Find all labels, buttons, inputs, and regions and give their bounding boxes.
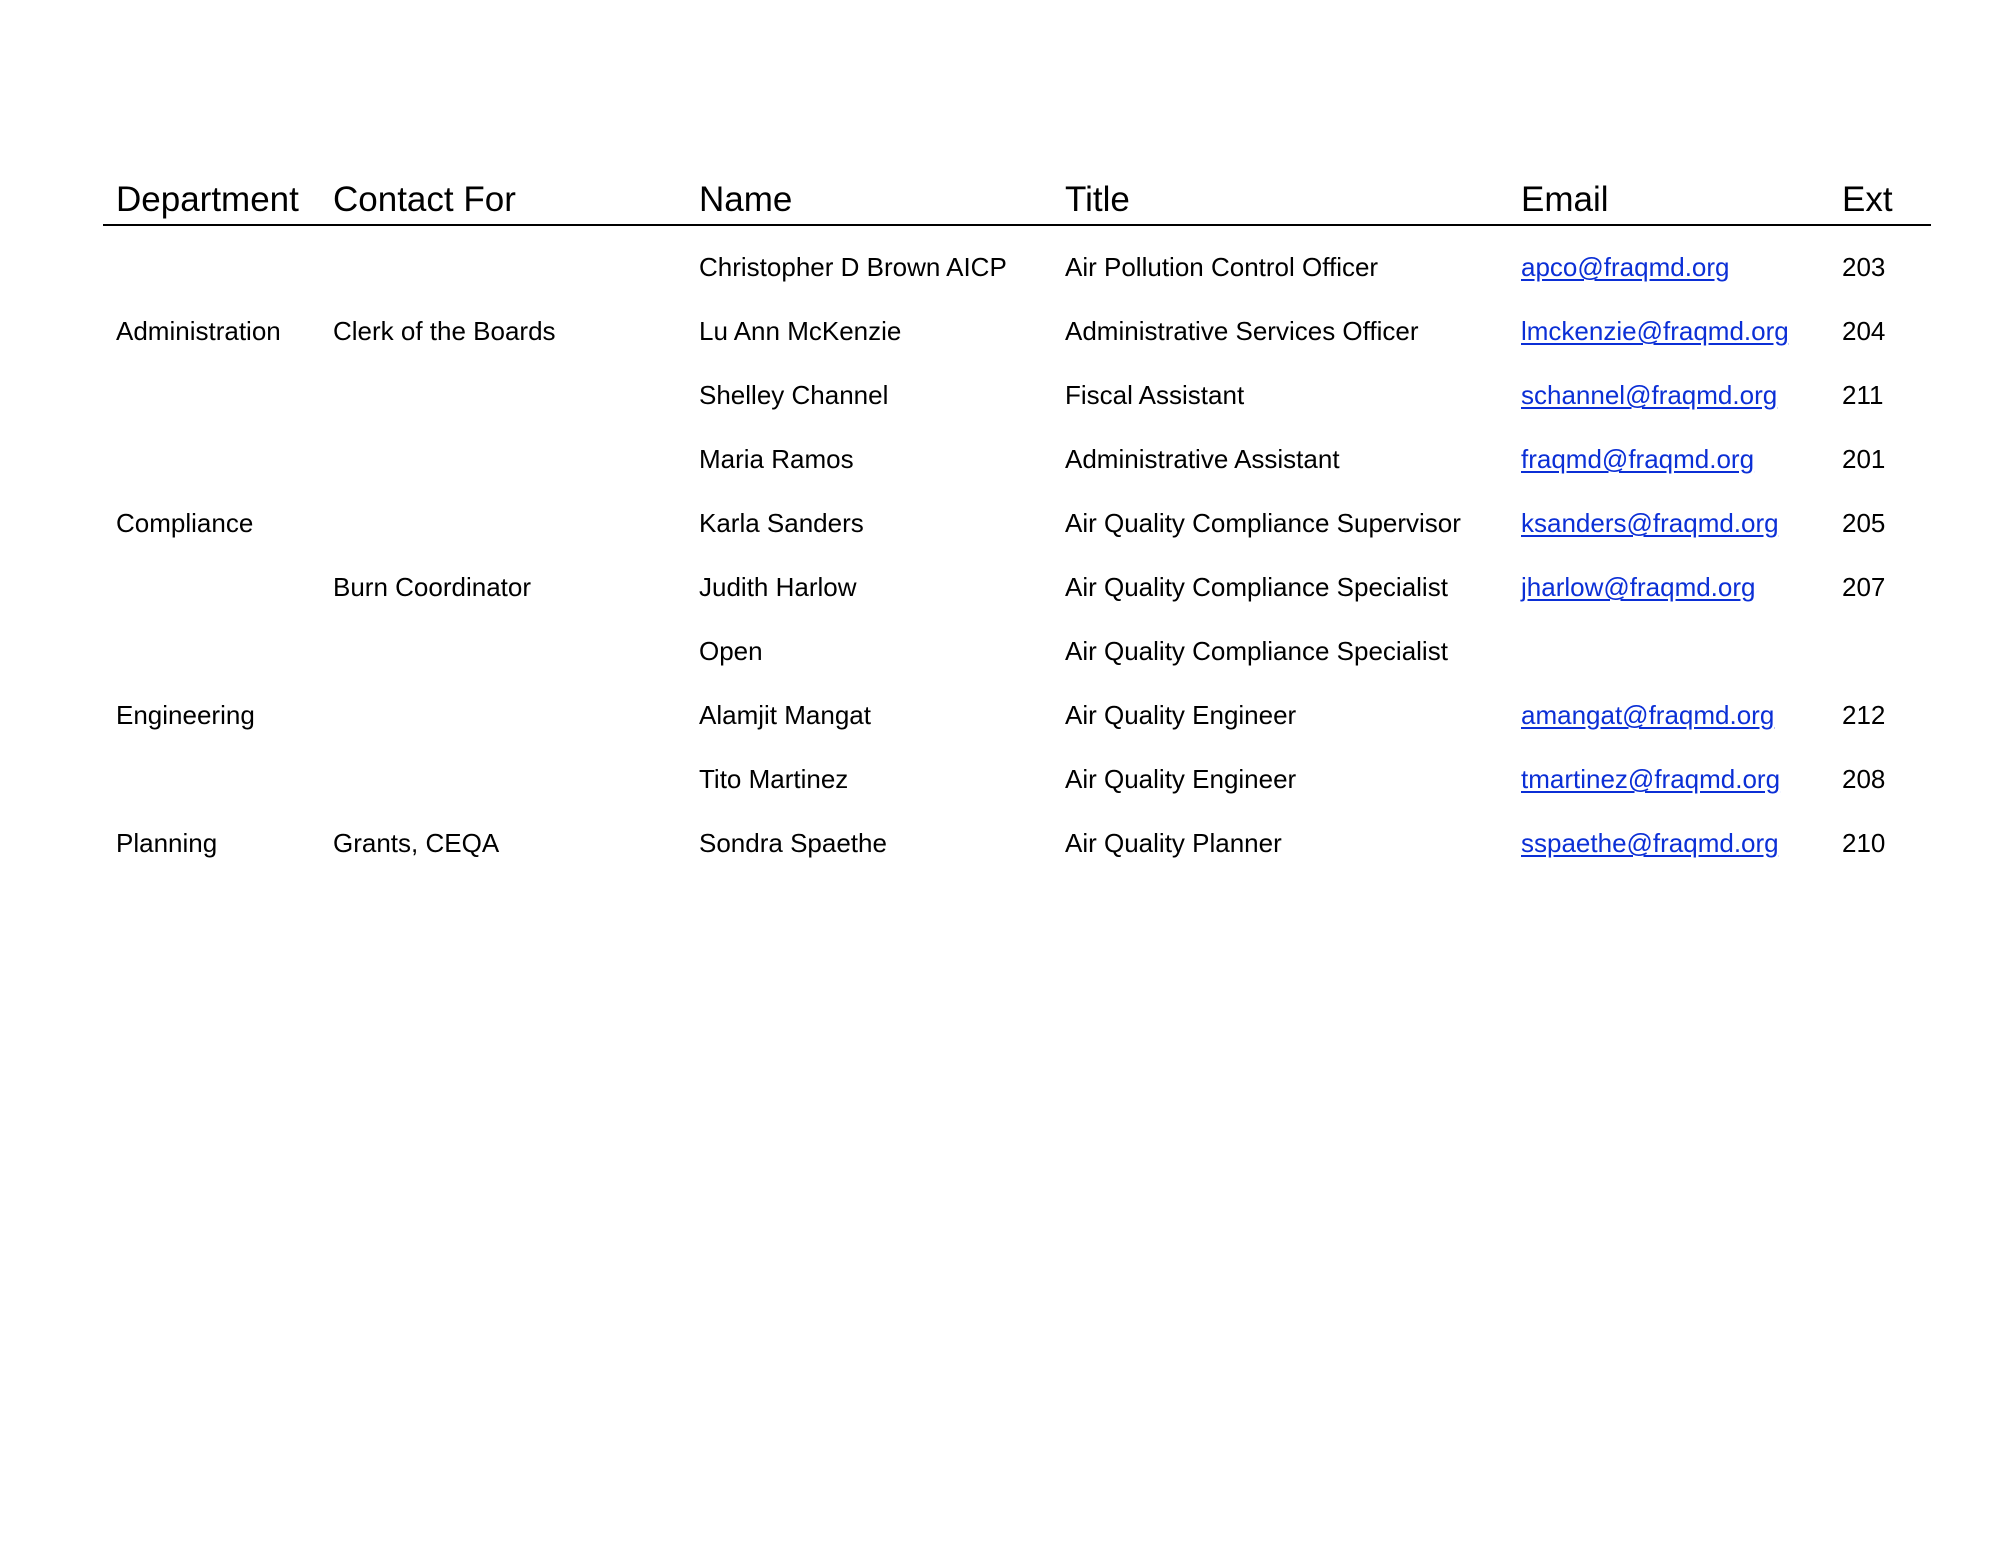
table-row: [103, 431, 1931, 495]
cell-department: Engineering: [116, 700, 255, 730]
cell-title: Air Quality Engineer: [1065, 764, 1297, 794]
cell-ext: 208: [1842, 764, 1886, 794]
cell-contact-for: Grants, CEQA: [333, 828, 500, 858]
header-title: Title: [1065, 180, 1130, 219]
email-link[interactable]: ksanders@fraqmd.org: [1521, 508, 1779, 538]
table-row: [103, 303, 1931, 367]
email-link[interactable]: apco@fraqmd.org: [1521, 252, 1730, 282]
cell-ext: 203: [1842, 252, 1886, 282]
cell-title: Administrative Services Officer: [1065, 316, 1419, 346]
table-row: [103, 495, 1931, 559]
cell-ext: 210: [1842, 828, 1886, 858]
cell-ext: 204: [1842, 316, 1886, 346]
cell-ext: 207: [1842, 572, 1886, 602]
cell-name: Shelley Channel: [699, 380, 889, 410]
cell-title: Air Quality Compliance Specialist: [1065, 636, 1448, 666]
header-department: Department: [116, 180, 299, 219]
email-link[interactable]: jharlow@fraqmd.org: [1521, 572, 1756, 602]
table-body: [103, 226, 1931, 879]
header-email: Email: [1521, 180, 1609, 219]
cell-name: Karla Sanders: [699, 508, 864, 538]
staff-directory-table: [103, 176, 1931, 879]
cell-ext: 211: [1842, 380, 1884, 410]
cell-ext: 212: [1842, 700, 1886, 730]
cell-ext: 205: [1842, 508, 1886, 538]
cell-name: Alamjit Mangat: [699, 700, 871, 730]
cell-name: Sondra Spaethe: [699, 828, 887, 858]
cell-title: Air Quality Compliance Supervisor: [1065, 508, 1461, 538]
email-link[interactable]: lmckenzie@fraqmd.org: [1521, 316, 1789, 346]
table-row: [103, 751, 1931, 815]
table-row: [103, 239, 1931, 303]
email-link[interactable]: amangat@fraqmd.org: [1521, 700, 1775, 730]
cell-name: Open: [699, 636, 763, 666]
cell-ext: 201: [1842, 444, 1886, 474]
table-row: [103, 367, 1931, 431]
cell-name: Lu Ann McKenzie: [699, 316, 902, 346]
cell-title: Air Quality Engineer: [1065, 700, 1297, 730]
cell-name: Judith Harlow: [699, 572, 857, 602]
email-link[interactable]: sspaethe@fraqmd.org: [1521, 828, 1779, 858]
header-ext: Ext: [1842, 180, 1893, 219]
email-link[interactable]: schannel@fraqmd.org: [1521, 380, 1778, 410]
cell-contact-for: Clerk of the Boards: [333, 316, 556, 346]
header-contact-for: Contact For: [333, 180, 516, 219]
cell-title: Administrative Assistant: [1065, 444, 1340, 474]
header-name: Name: [699, 180, 793, 219]
table-header: [103, 176, 1931, 226]
cell-name: Christopher D Brown AICP: [699, 252, 1007, 282]
cell-department: Administration: [116, 316, 281, 346]
cell-title: Air Quality Planner: [1065, 828, 1282, 858]
cell-title: Air Pollution Control Officer: [1065, 252, 1379, 282]
cell-name: Maria Ramos: [699, 444, 854, 474]
table-row: [103, 623, 1931, 687]
cell-title: Fiscal Assistant: [1065, 380, 1245, 410]
cell-department: Planning: [116, 828, 218, 858]
cell-name: Tito Martinez: [699, 764, 849, 794]
cell-contact-for: Burn Coordinator: [333, 572, 531, 602]
email-link[interactable]: tmartinez@fraqmd.org: [1521, 764, 1781, 794]
email-link[interactable]: fraqmd@fraqmd.org: [1521, 444, 1755, 474]
table-row: [103, 687, 1931, 751]
table-row: [103, 559, 1931, 623]
cell-department: Compliance: [116, 508, 254, 538]
cell-title: Air Quality Compliance Specialist: [1065, 572, 1448, 602]
table-row: [103, 815, 1931, 879]
